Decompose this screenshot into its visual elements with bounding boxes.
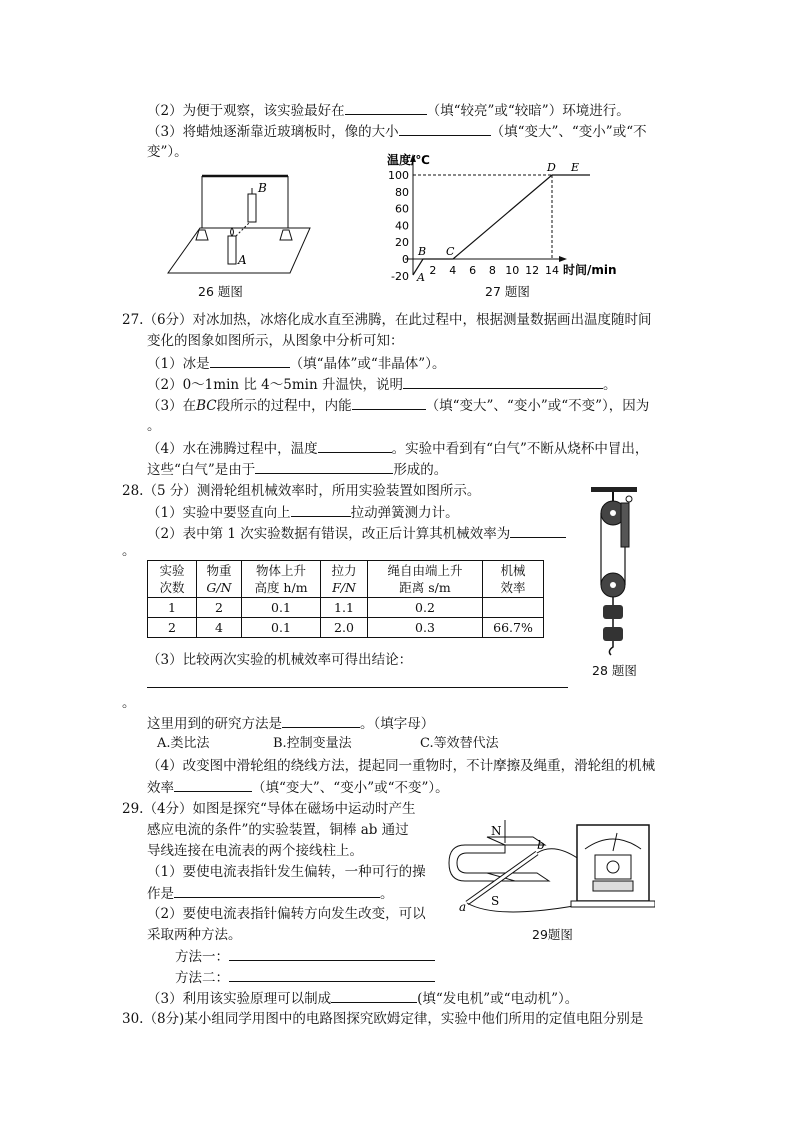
q29-part1: （1）要使电流表指针发生偏转，一种可行的操 xyxy=(147,864,426,880)
weight-2 xyxy=(603,627,623,641)
q28-method: 这里用到的研究方法是 。（填字母） xyxy=(147,713,434,734)
col-height: 物体上升 高度 h/m xyxy=(242,561,321,598)
label-b: B xyxy=(258,181,267,195)
q27-part3-end: 。 xyxy=(147,418,161,434)
y-tick-label: 60 xyxy=(395,202,409,216)
col-trial: 实验 次数 xyxy=(148,561,197,598)
q27-blank-3[interactable] xyxy=(352,395,426,410)
q26-part3-cont: 变”）。 xyxy=(147,144,188,160)
q29-blank-1[interactable] xyxy=(174,883,380,898)
q27-blank-4[interactable] xyxy=(318,438,392,453)
q28-blank-4[interactable] xyxy=(282,713,360,728)
q27-blank-2[interactable] xyxy=(403,374,603,389)
candle-b xyxy=(248,194,256,222)
q29-intro-1: 29.（4分）如图是探究“导体在磁场中运动时产生 xyxy=(122,801,416,817)
x-tick-label: 12 xyxy=(525,264,540,277)
q27-blank-5[interactable] xyxy=(255,459,393,474)
q30-intro: 30.（8分)某小组同学用图中的电路图探究欧姆定律，实验中他们所用的定值电阻分别是 xyxy=(122,1011,644,1027)
label-b: b xyxy=(537,838,545,852)
q28-data-table xyxy=(147,560,544,638)
point-c: C xyxy=(446,245,455,258)
table-row: 2 4 0.1 2.0 0.3 66.7% xyxy=(148,618,544,638)
q28-part2-end: 。 xyxy=(122,543,136,559)
option-b: B.控制变量法 xyxy=(273,736,352,751)
q29-part2: （2）要使电流表指针偏转方向发生改变，可以 xyxy=(147,906,426,922)
q27-part4-cont: 这些“白气”是由于 形成的。 xyxy=(147,459,447,480)
option-a: A.类比法 xyxy=(157,736,210,751)
q29-intro-2: 感应电流的条件”的实验装置，铜棒 ab 通过 xyxy=(147,822,409,838)
q28-blank-5[interactable] xyxy=(174,777,252,792)
q29-part2-cont: 采取两种方法。 xyxy=(147,927,242,943)
x-tick-label: 14 xyxy=(545,264,559,277)
figure-27-graph xyxy=(375,150,620,285)
q26-part3: （3）将蜡烛逐渐靠近玻璃板时，像的大小 （填“变大”、“变小”或“不 xyxy=(147,121,647,142)
point-d: D xyxy=(547,161,556,174)
figure-28-caption: 28 题图 xyxy=(592,663,637,678)
x-tick-label: 2 xyxy=(429,264,437,277)
q27-intro-1: 27.（6分）对冰加热，冰熔化成水直至沸腾，在此过程中，根据测量数据画出温度随时间 xyxy=(122,312,652,328)
x-tick-label: 4 xyxy=(449,264,457,277)
q29-method-2: 方法二： xyxy=(175,967,435,988)
q27-part1: （1）冰是 （填“晶体”或“非晶体”）。 xyxy=(147,353,445,374)
q27-intro-2: 变化的图象如图所示，从图象中分析可知： xyxy=(147,333,404,349)
point-a: A xyxy=(417,271,425,284)
y-tick-label: 100 xyxy=(388,169,409,182)
q29-blank-2[interactable] xyxy=(229,946,435,961)
label-a: a xyxy=(459,900,467,914)
q26-blank-2[interactable] xyxy=(345,100,427,115)
table-row: 1 2 0.1 1.1 0.2 xyxy=(148,598,544,618)
candle-a xyxy=(228,236,236,264)
q28-part1: （1）实验中要竖直向上 拉动弹簧测力计。 xyxy=(147,502,459,523)
candle-flame xyxy=(231,228,234,236)
q28-intro: 28.（5 分）测滑轮组机械效率时，所用实验装置如图所示。 xyxy=(122,483,481,499)
label-s: S xyxy=(491,894,500,908)
col-force: 拉力 F/N xyxy=(321,561,368,598)
q28-part3: （3）比较两次实验的机械效率可得出结论： xyxy=(147,652,413,668)
q28-blank-1[interactable] xyxy=(291,502,351,517)
ceiling-bar xyxy=(591,487,637,492)
q29-blank-3[interactable] xyxy=(229,967,435,982)
q26-blank-3[interactable] xyxy=(399,121,491,136)
y-tick-label: 40 xyxy=(395,219,409,233)
col-weight: 物重 G/N xyxy=(197,561,242,598)
figure-29-induction xyxy=(445,815,655,925)
q26-part2: （2）为便于观察，该实验最好在 （填“较亮”或“较暗”）环境进行。 xyxy=(147,100,630,121)
weight-1 xyxy=(603,605,623,619)
q28-blank-3[interactable] xyxy=(147,687,568,688)
figure-27-caption: 27 题图 xyxy=(485,284,530,299)
x-tick-label: 6 xyxy=(469,264,477,277)
q29-intro-3: 导线连接在电流表的两个接线柱上。 xyxy=(147,843,363,859)
q27-part2: （2）0～1min 比 4～5min 升温快，说明 。 xyxy=(147,374,616,395)
q28-blank-2[interactable] xyxy=(510,523,566,538)
figure-26-mirror xyxy=(160,168,320,283)
q29-part1-cont: 作是 。 xyxy=(147,883,394,904)
y-tick-label: 0 xyxy=(402,253,409,266)
y-label: 温度/℃ xyxy=(387,153,430,167)
point-e: E xyxy=(571,161,580,174)
y-tick-label: 80 xyxy=(395,185,409,199)
x-tick-label: 10 xyxy=(505,264,520,277)
y-tick-label: -20 xyxy=(391,269,409,283)
q29-method-1: 方法一： xyxy=(175,946,435,967)
option-c: C.等效替代法 xyxy=(420,736,499,751)
q28-part4: （4）改变图中滑轮组的绕线方法，提起同一重物时，不计摩擦及绳重，滑轮组的机械 xyxy=(147,758,656,774)
spring-scale xyxy=(621,503,629,547)
y-tick-label: 20 xyxy=(395,236,409,250)
q27-part4: （4）水在沸腾过程中，温度 。实验中看到有“白气”不断从烧杯中冒出， xyxy=(147,438,648,459)
q29-part3: （3）利用该实验原理可以制成 (填“发电机”或“电动机”）。 xyxy=(147,988,578,1009)
label-a: A xyxy=(238,253,247,267)
figure-29-caption: 29题图 xyxy=(532,927,573,942)
x-label: 时间/min xyxy=(563,263,617,277)
q29-blank-4[interactable] xyxy=(331,988,417,1003)
label-n: N xyxy=(491,824,502,838)
q27-part3: （3）在BC段所示的过程中，内能 （填“变大”、“变小”或“不变”），因为 xyxy=(147,395,649,416)
figure-28-pulley xyxy=(585,485,645,660)
figure-26-caption: 26 题图 xyxy=(198,284,243,299)
q28-part2: （2）表中第 1 次实验数据有错误，改正后计算其机械效率为 xyxy=(147,523,566,544)
col-distance: 绳自由端上升 距离 s/m xyxy=(368,561,483,598)
q28-part4-cont: 效率 （填“变大”、“变小”或“不变”）。 xyxy=(147,777,449,798)
point-b: B xyxy=(418,245,427,258)
q27-blank-1[interactable] xyxy=(210,353,290,368)
col-efficiency: 机械 效率 xyxy=(483,561,544,598)
x-tick-label: 8 xyxy=(488,264,496,277)
q28-part3-end: 。 xyxy=(122,695,136,711)
